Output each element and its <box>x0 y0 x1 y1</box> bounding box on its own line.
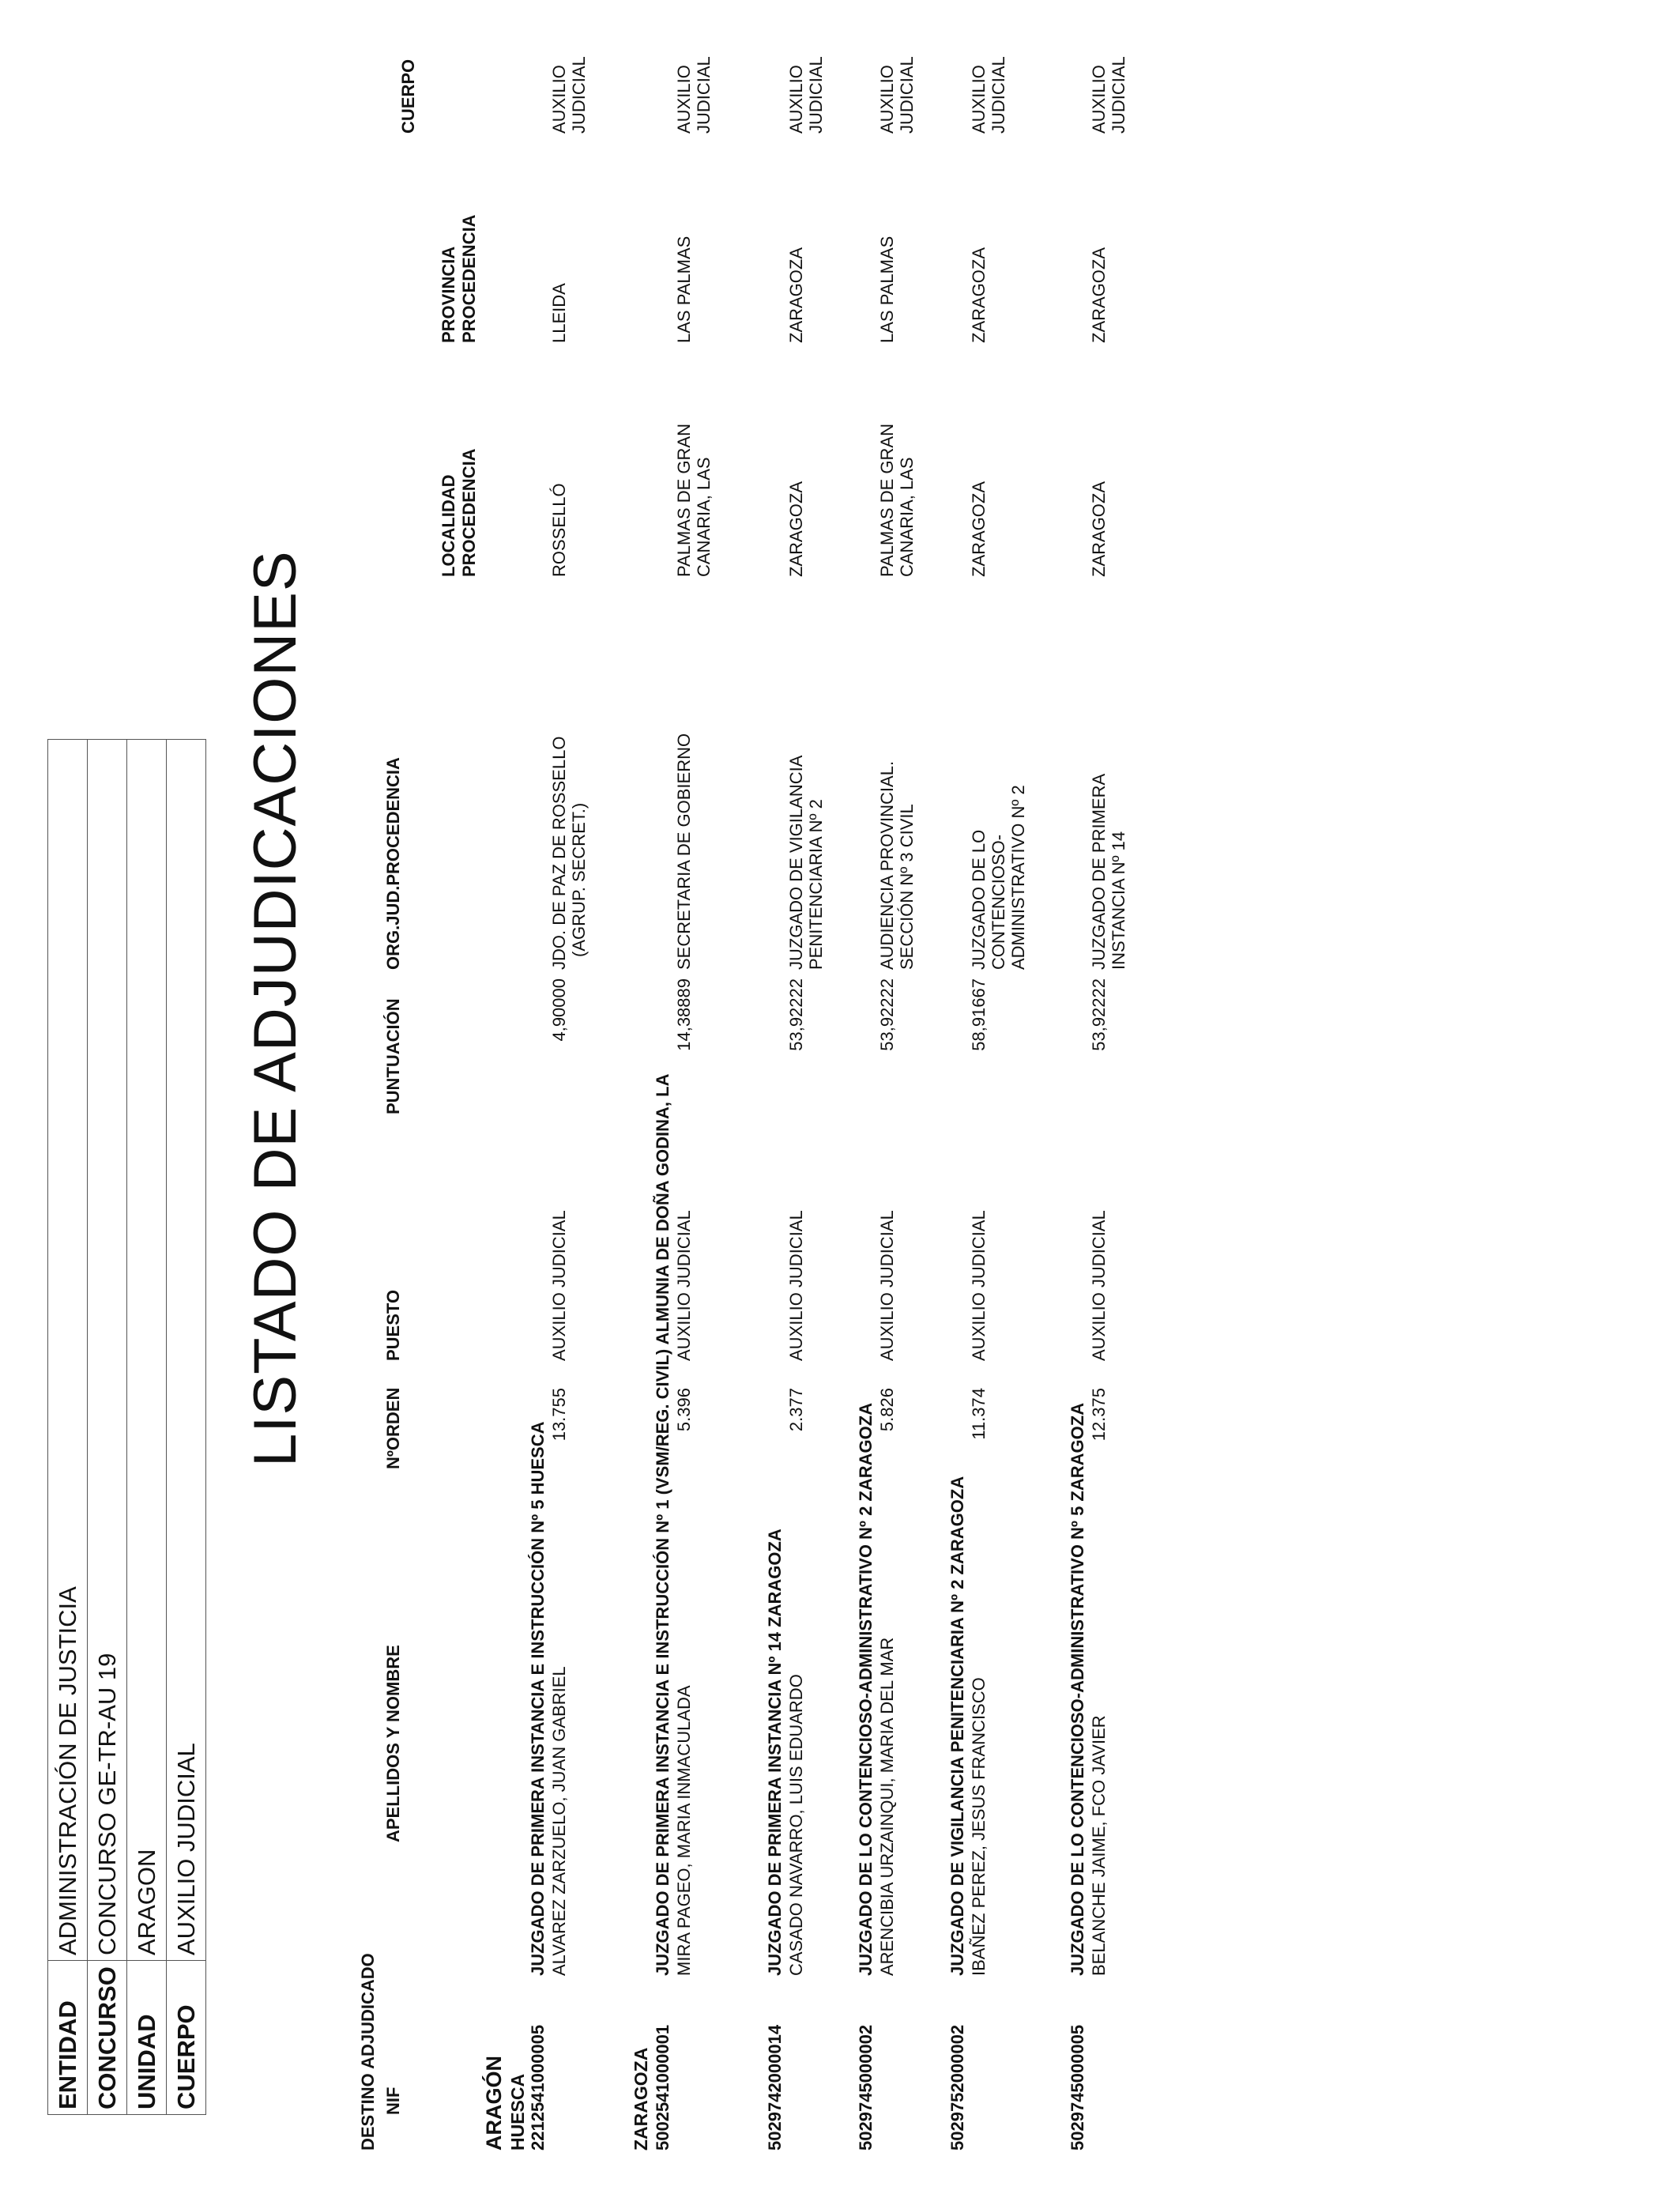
entry-cuerpo: AUXILIO JUDICIAL <box>1089 56 1128 134</box>
entry-code: 5029745000005 <box>1068 2024 1087 2151</box>
entry-destino: JUZGADO DE PRIMERA INSTANCIA Nº 14 ZARAGOZA <box>765 1529 785 1976</box>
entry-orden: 13.755 <box>549 1388 569 1442</box>
entry-orden: 5.826 <box>877 1388 897 1432</box>
entry-nombre: ALVAREZ ZARZUELO, JUAN GABRIEL <box>549 1666 569 1976</box>
entry-org: JUZGADO DE PRIMERA INSTANCIA Nº 14 <box>1089 773 1128 970</box>
entry-provincia: LAS PALMAS <box>877 236 897 343</box>
entry-provincia: LAS PALMAS <box>674 236 694 343</box>
info-label: CUERPO <box>167 1961 206 2115</box>
province-heading-huesca: HUESCA <box>507 2073 528 2151</box>
province-heading-zaragoza: ZARAGOZA <box>631 2047 651 2151</box>
entry-destino: JUZGADO DE PRIMERA INSTANCIA E INSTRUCCIÓN Nº 1 (VSM/REG. CIVIL) ALMUNIA DE DOÑA GODINA, LA <box>653 1073 672 1976</box>
info-row-unidad <box>127 740 167 2115</box>
entry-localidad: PALMAS DE GRAN CANARIA, LAS <box>674 424 714 577</box>
info-row-concurso <box>88 740 127 2115</box>
column-header-provincia: PROVINCIA PROCEDENCIA <box>439 214 479 343</box>
entry-code: 2212541000005 <box>528 2024 548 2151</box>
entry-localidad: ZARAGOZA <box>786 481 806 577</box>
column-header-destino: DESTINO ADJUDICADO <box>358 1953 378 2151</box>
entry-nombre: IBAÑEZ PEREZ, JESUS FRANCISCO <box>969 1677 989 1976</box>
entry-nombre: MIRA PAGEO, MARIA INMACULADA <box>674 1685 694 1976</box>
column-header-puesto: PUESTO <box>383 1289 403 1361</box>
entry-provincia: ZARAGOZA <box>1089 247 1109 343</box>
entry-code: 5029745000002 <box>856 2024 876 2151</box>
region-heading: ARAGÓN <box>482 2056 506 2151</box>
entry-localidad: ZARAGOZA <box>969 481 989 577</box>
entry-puntuacion: 4,90000 <box>549 978 569 1042</box>
entry-nombre: CASADO NAVARRO, LUIS EDUARDO <box>786 1674 806 1976</box>
info-row-entidad <box>48 740 88 2115</box>
entry-puesto: AUXILIO JUDICIAL <box>877 1210 897 1361</box>
entry-code: 5029742000014 <box>765 2024 785 2151</box>
entry-localidad: PALMAS DE GRAN CANARIA, LAS <box>877 424 917 577</box>
entry-cuerpo: AUXILIO JUDICIAL <box>549 56 589 134</box>
info-row-cuerpo <box>167 740 206 2115</box>
entry-nombre: ARENCIBIA URZAINQUI, MARIA DEL MAR <box>877 1637 897 1976</box>
entry-org: JDO. DE PAZ DE ROSSELLO (AGRUP. SECRET.) <box>549 736 589 970</box>
column-header-puntuacion: PUNTUACIÓN <box>383 998 403 1114</box>
entry-puntuacion: 14,38889 <box>674 978 694 1051</box>
entry-puesto: AUXILIO JUDICIAL <box>1089 1210 1109 1361</box>
entry-org: SECRETARIA DE GOBIERNO <box>674 733 694 970</box>
info-label: CONCURSO <box>88 1961 127 2115</box>
column-header-org: ORG.JUD.PROCEDENCIA <box>383 757 403 970</box>
column-header-nif: NIF <box>383 2087 403 2115</box>
column-header-apellidos: APELLIDOS Y NOMBRE <box>383 1645 403 1842</box>
entry-provincia: ZARAGOZA <box>969 247 989 343</box>
entry-orden: 12.375 <box>1089 1388 1109 1442</box>
entry-puesto: AUXILIO JUDICIAL <box>674 1210 694 1361</box>
page-title: LISTADO DE ADJUDICACIONES <box>242 550 309 1467</box>
entry-provincia: LLEIDA <box>549 283 569 343</box>
entry-destino: JUZGADO DE LO CONTENCIOSO-ADMINISTRATIVO Nº 5 ZARAGOZA <box>1068 1402 1087 1976</box>
entry-puntuacion: 53,92222 <box>877 978 897 1051</box>
column-header-cuerpo: CUERPO <box>398 58 418 134</box>
entry-cuerpo: AUXILIO JUDICIAL <box>786 56 826 134</box>
entry-org: AUDIENCIA PROVINCIAL. SECCIÓN Nº 3 CIVIL <box>877 760 917 970</box>
entry-orden: 11.374 <box>969 1388 989 1440</box>
entry-puntuacion: 53,92222 <box>1089 978 1109 1051</box>
entry-provincia: ZARAGOZA <box>786 247 806 343</box>
column-header-orden: NºORDEN <box>383 1387 403 1469</box>
entry-puesto: AUXILIO JUDICIAL <box>969 1210 989 1361</box>
entry-destino: JUZGADO DE VIGILANCIA PENITENCIARIA Nº 2 ZARAGOZA <box>947 1476 967 1976</box>
entry-puesto: AUXILIO JUDICIAL <box>786 1210 806 1361</box>
entry-puntuacion: 58,91667 <box>969 978 989 1051</box>
entry-puntuacion: 53,92222 <box>786 978 806 1051</box>
entry-orden: 2.377 <box>786 1388 806 1432</box>
info-label: ENTIDAD <box>48 1961 88 2115</box>
entry-cuerpo: AUXILIO JUDICIAL <box>877 56 917 134</box>
entry-destino: JUZGADO DE LO CONTENCIOSO-ADMINISTRATIVO Nº 2 ZARAGOZA <box>856 1402 876 1976</box>
entry-nombre: BELANCHE JAIME, FCO JAVIER <box>1089 1715 1109 1976</box>
entry-localidad: ROSSELLÓ <box>549 483 569 577</box>
info-value: AUXILIO JUDICIAL <box>167 740 206 1961</box>
entry-cuerpo: AUXILIO JUDICIAL <box>969 56 1008 134</box>
header-info-table <box>47 739 206 2115</box>
entry-org: JUZGADO DE LO CONTENCIOSO- ADMINISTRATIVO Nº 2 <box>969 785 1028 970</box>
entry-org: JUZGADO DE VIGILANCIA PENITENCIARIA Nº 2 <box>786 755 826 970</box>
entry-orden: 5.396 <box>674 1388 694 1432</box>
info-label: UNIDAD <box>127 1961 167 2115</box>
column-header-localidad: LOCALIDAD PROCEDENCIA <box>439 448 479 577</box>
entry-localidad: ZARAGOZA <box>1089 481 1109 577</box>
info-value: ARAGON <box>127 740 167 1961</box>
info-value: ADMINISTRACIÓN DE JUSTICIA <box>48 740 88 1961</box>
entry-destino: JUZGADO DE PRIMERA INSTANCIA E INSTRUCCIÓN Nº 5 HUESCA <box>528 1421 548 1976</box>
entry-cuerpo: AUXILIO JUDICIAL <box>674 56 714 134</box>
entry-puesto: AUXILIO JUDICIAL <box>549 1210 569 1361</box>
info-value: CONCURSO GE-TR-AU 19 <box>88 740 127 1961</box>
entry-code: 5029752000002 <box>947 2024 967 2151</box>
entry-code: 5002541000001 <box>653 2024 672 2151</box>
